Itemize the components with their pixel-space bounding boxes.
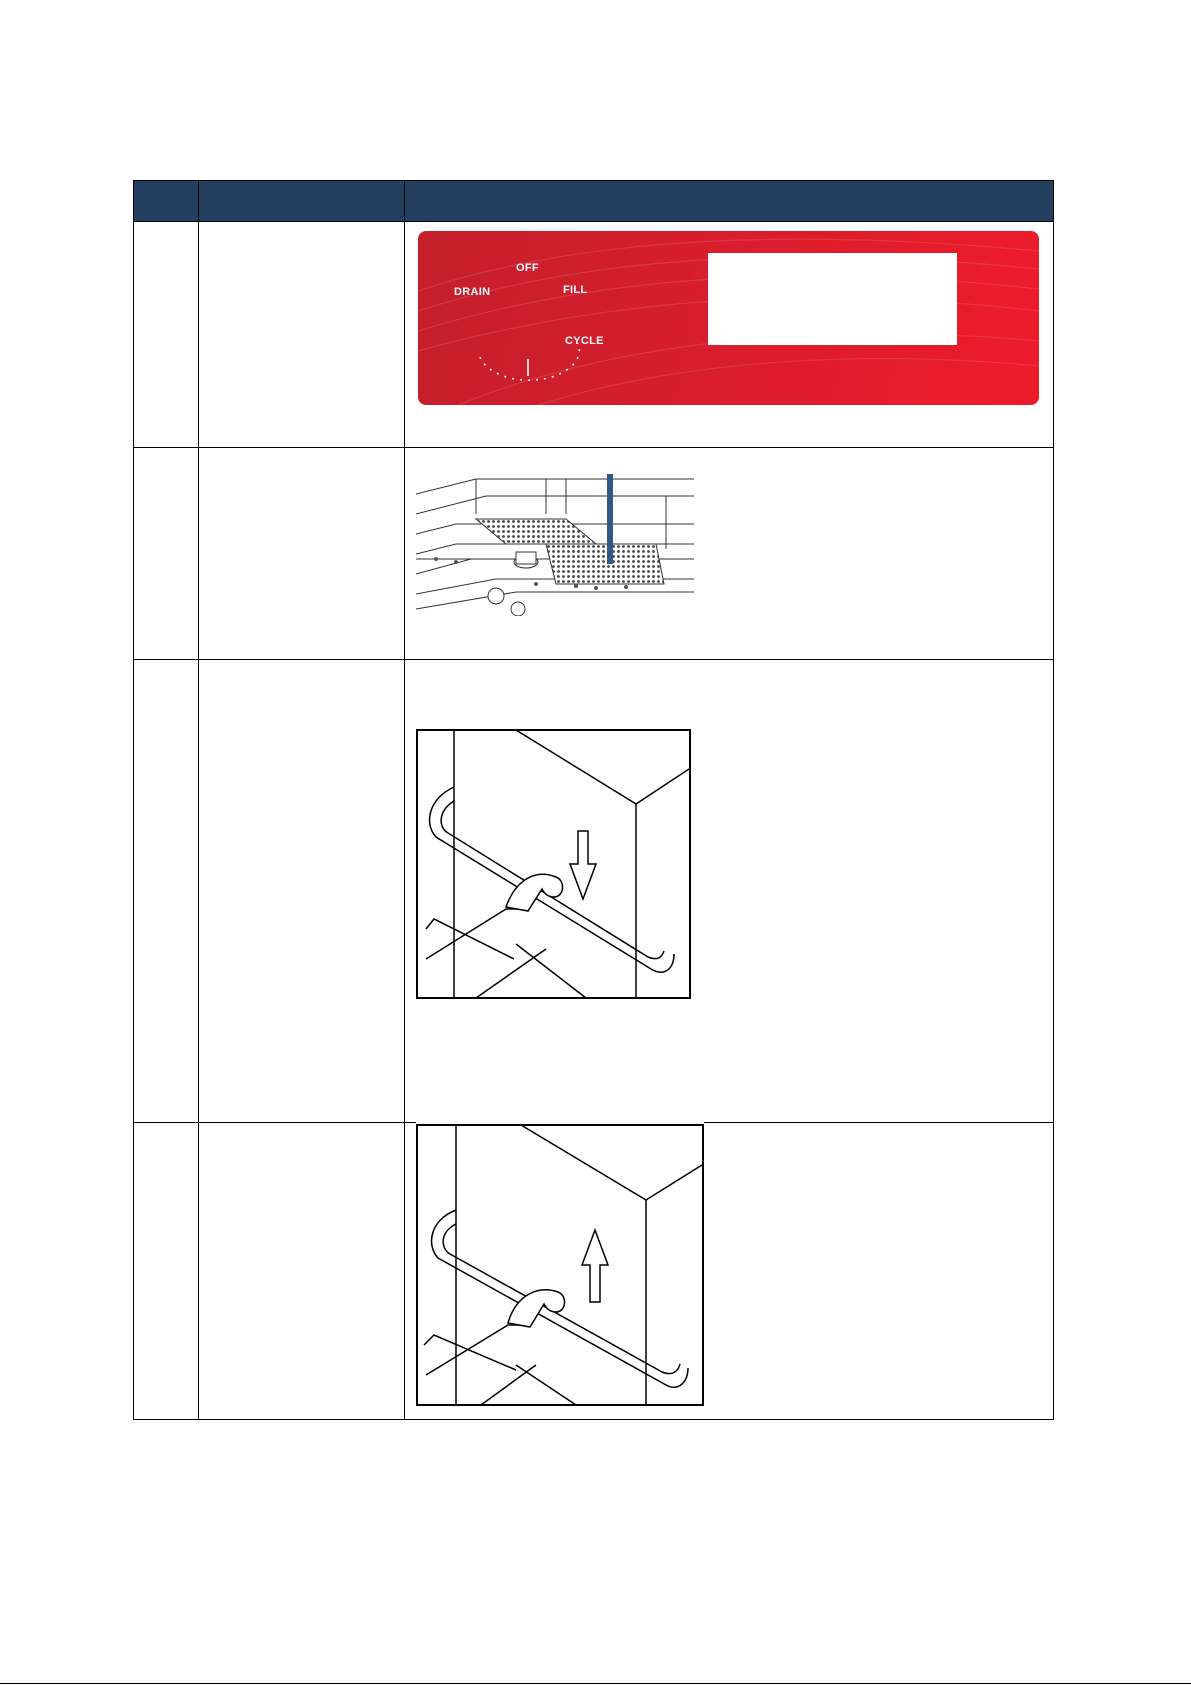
- control-panel-image: [418, 231, 1039, 405]
- row-divider: [134, 447, 1053, 448]
- drain-label: DRAIN: [454, 286, 491, 298]
- row-divider: [134, 659, 1053, 660]
- cycle-label: CYCLE: [565, 335, 604, 347]
- panel-display: [708, 253, 957, 345]
- row-divider: [134, 221, 1053, 222]
- page-bottom-rule: [0, 1683, 1191, 1684]
- selector-dial-icon: [480, 343, 579, 380]
- wash-tank-filters-image: [416, 474, 694, 616]
- column-divider: [198, 181, 199, 1419]
- pointer-indicator: [607, 474, 613, 564]
- table-header: [134, 181, 1053, 221]
- off-label: OFF: [516, 262, 539, 274]
- column-divider: [404, 181, 405, 1419]
- door-close-image: [416, 729, 691, 999]
- fill-label: FILL: [563, 284, 588, 296]
- door-open-image: [416, 1120, 704, 1407]
